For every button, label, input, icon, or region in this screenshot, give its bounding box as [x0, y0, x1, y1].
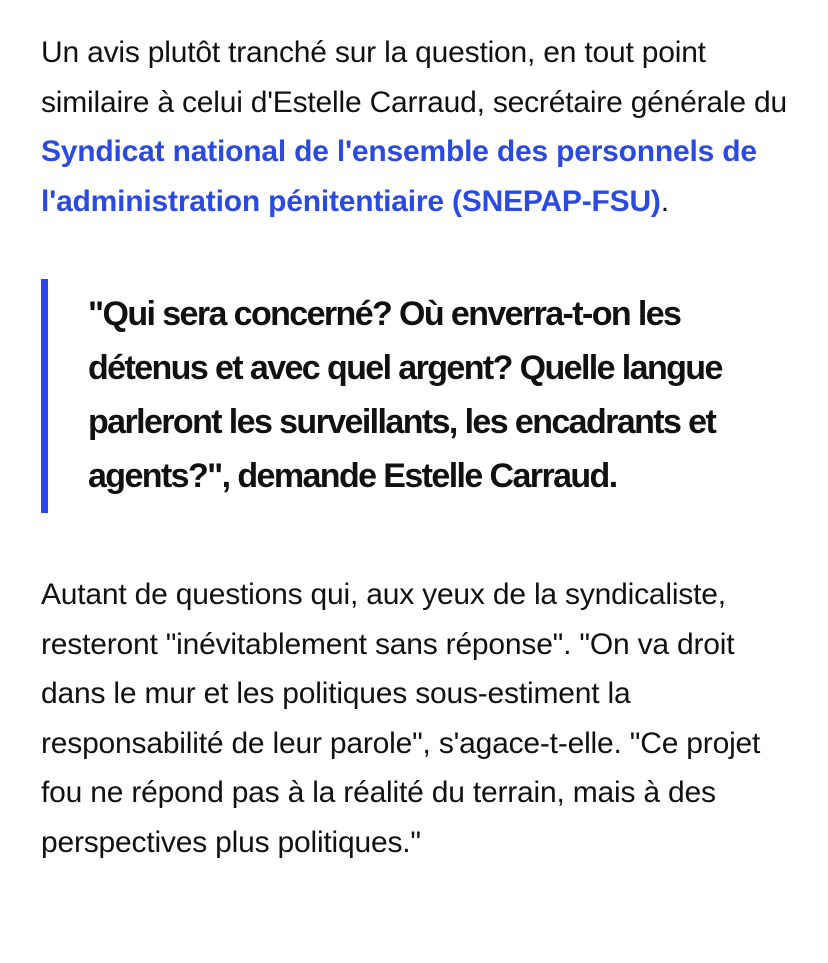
pull-quote: [41, 279, 800, 513]
union-link[interactable]: Syndicat national de l'ensemble des personnels de l'administration pénitentiaire (SNEPAP-FSU): [41, 135, 757, 218]
article-paragraph: Autant de questions qui, aux yeux de la syndicaliste, resteront "inévitablement sans réponse". "On va droit dans le mur et les politiques sous-estiment la responsabilité de leur parole", s'agace-t-elle. "Ce projet fou ne répond pas à la réalité du terrain, mais à des perspectives plus politiques.": [41, 578, 761, 859]
article-paragraph: [41, 28, 789, 226]
quote-text: "Qui sera concerné? Où enverra-t-on les détenus et avec quel argent? Quelle langue parleront les surveillants, les encadrants et agents?", demande Estelle Carraud.: [88, 295, 722, 495]
paragraph-text: Un avis plutôt tranché sur la question, en tout point similaire à celui d'Estelle Carraud, secrétaire générale du: [41, 36, 787, 119]
article-body: [41, 28, 801, 867]
paragraph-text-end: .: [660, 184, 669, 218]
